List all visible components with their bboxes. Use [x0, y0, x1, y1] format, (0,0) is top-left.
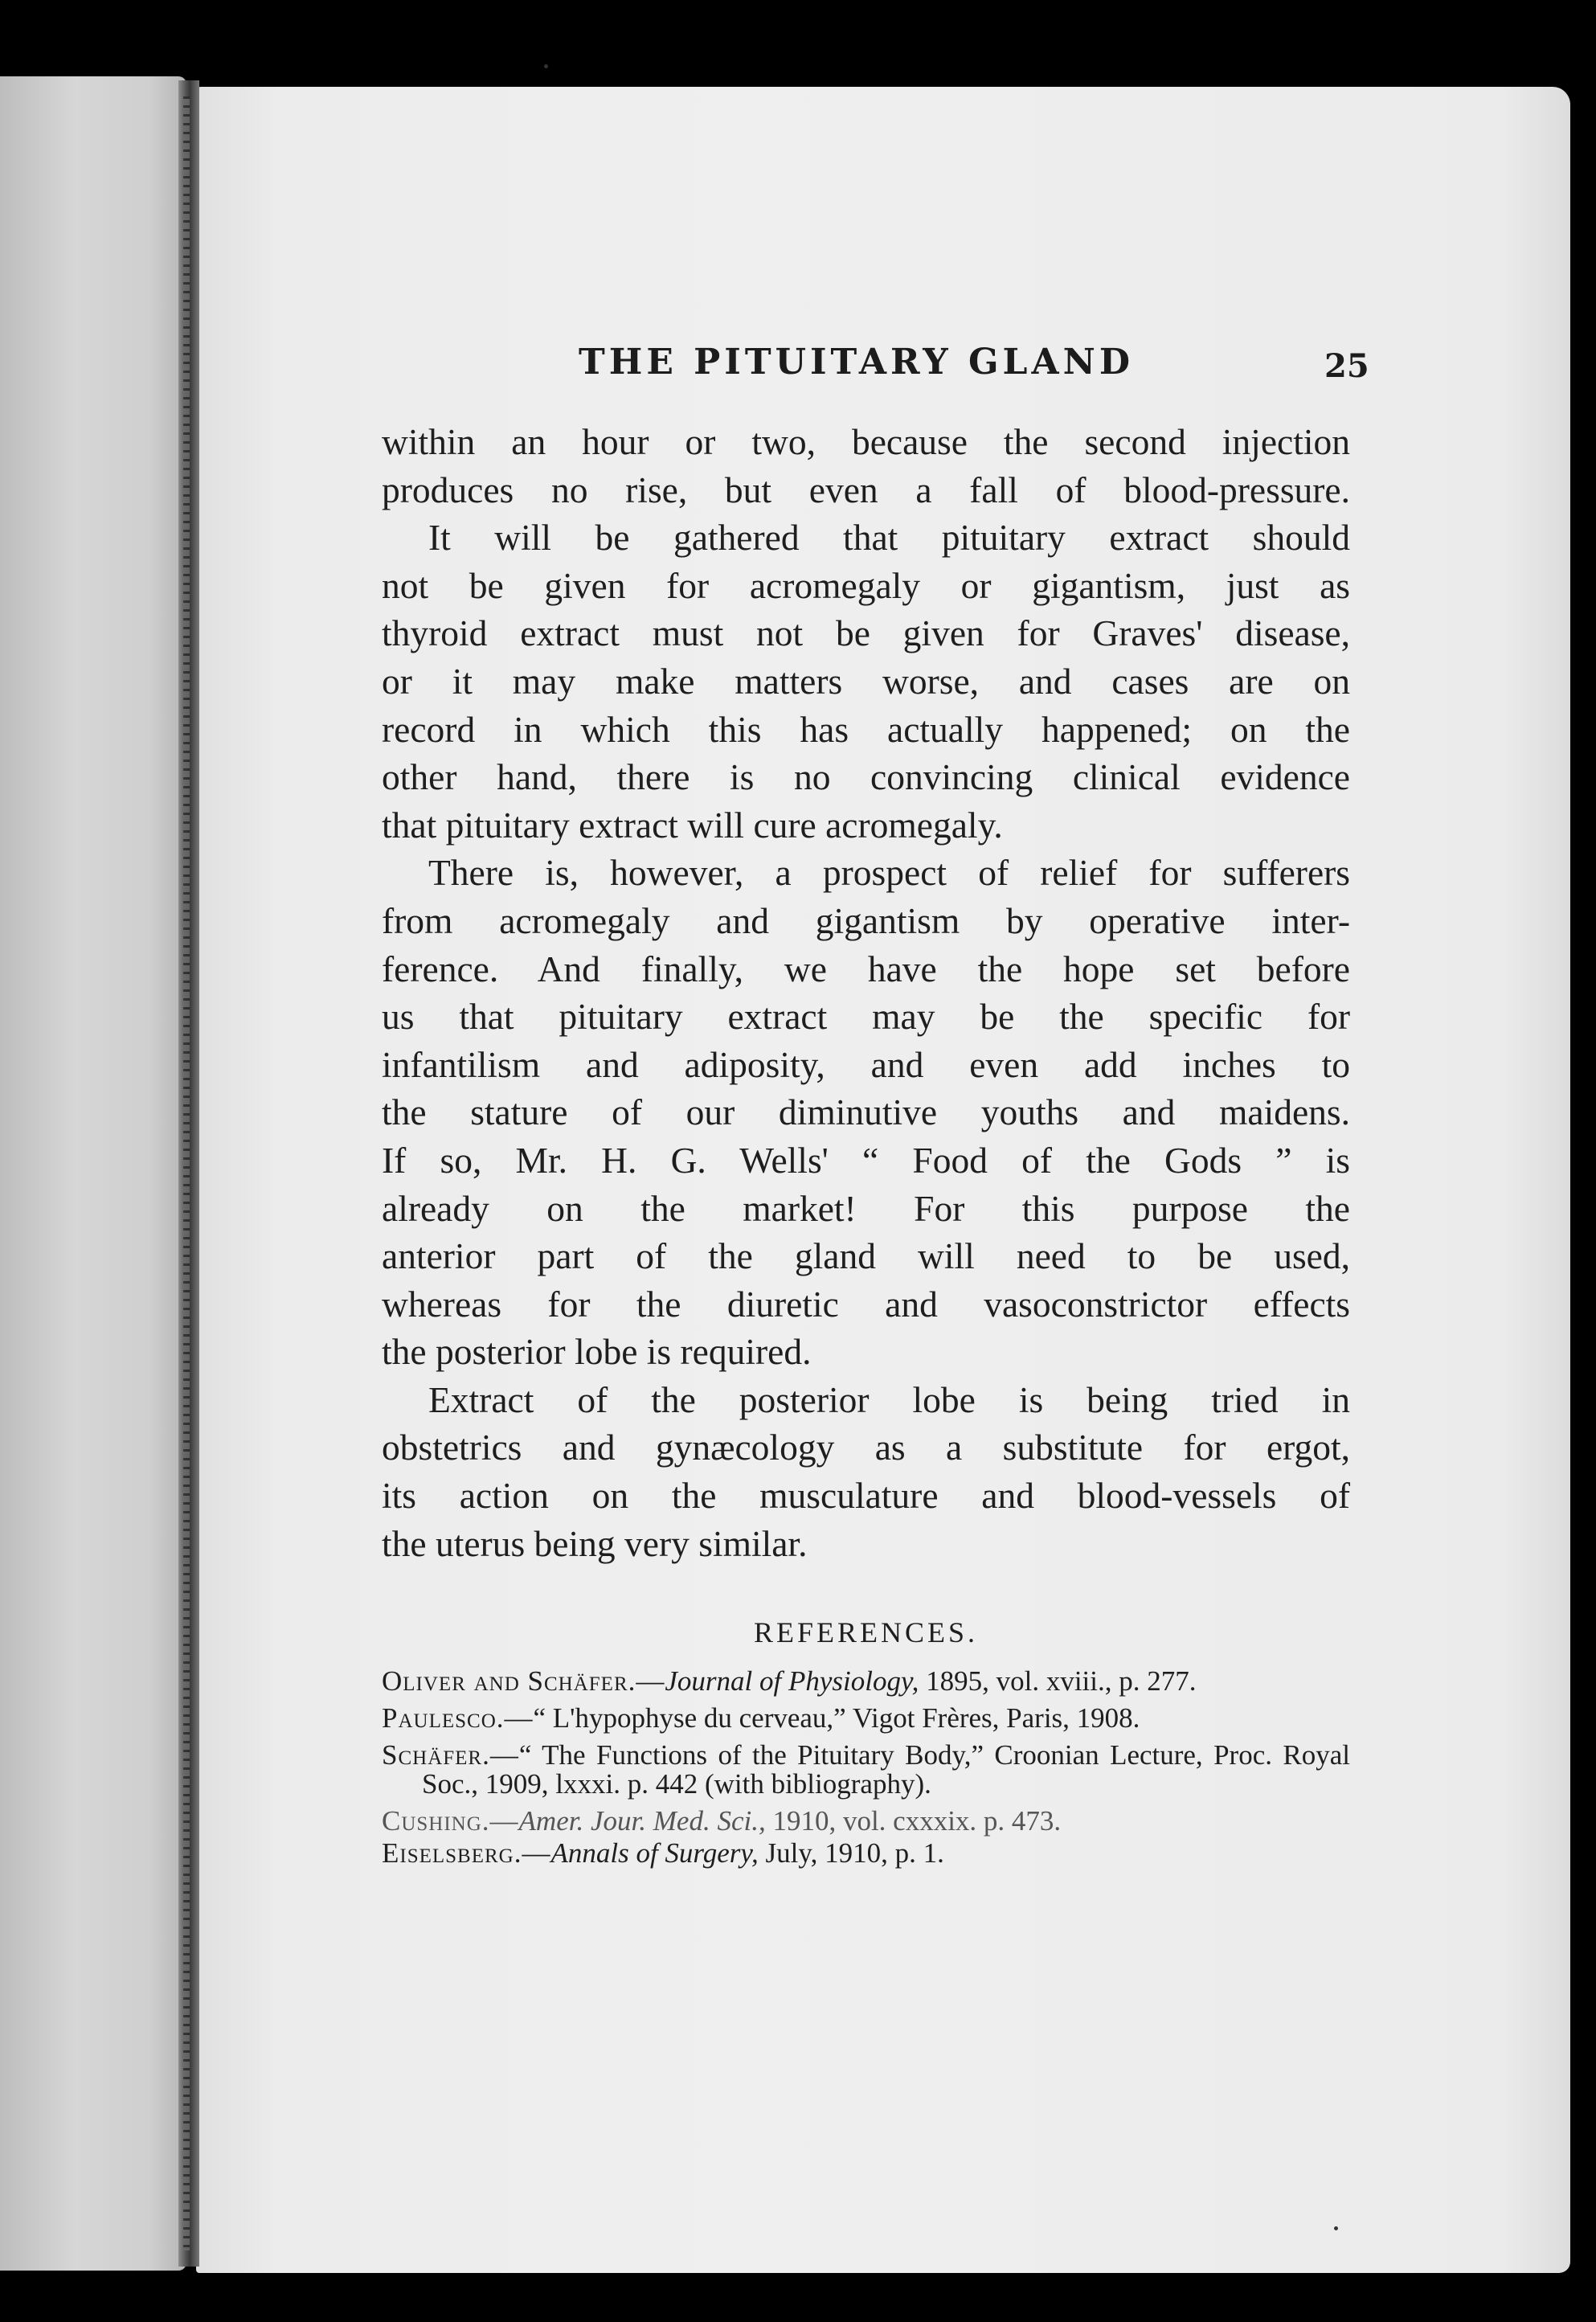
body-line: infantilism and adiposity, and even add inches to	[382, 1043, 1350, 1085]
dust-speck	[1334, 2226, 1338, 2230]
body-line: If so, Mr. H. G. Wells' “ Food of the Gods ” is	[382, 1139, 1350, 1181]
page-number: 25	[1324, 347, 1369, 385]
body-line: It will be gathered that pituitary extract should	[428, 517, 1350, 559]
reference-author: Cushing.—	[382, 1805, 519, 1837]
dust-speck	[544, 64, 548, 68]
reference-author: Oliver and Schäfer.—	[382, 1665, 665, 1697]
reference-author: Paulesco.—	[382, 1702, 534, 1734]
body-line: There is, however, a prospect of relief for sufferers	[428, 852, 1350, 894]
body-line: anterior part of the gland will need to be used,	[382, 1235, 1350, 1277]
reference-author: Schäfer.—	[382, 1739, 519, 1771]
body-line: ference. And finally, we have the hope set before	[382, 948, 1350, 989]
reference-item	[382, 1839, 1350, 1868]
reference-author: Eiselsberg.—	[382, 1837, 551, 1869]
references-list	[382, 1667, 1350, 1876]
body-line: us that pituitary extract may be the specific for	[382, 996, 1350, 1038]
body-line: thyroid extract must not be given for Graves' disease,	[382, 612, 1350, 654]
body-line: already on the market! For this purpose the	[382, 1187, 1350, 1229]
body-line: from acromegaly and gigantism by operative inter-	[382, 899, 1350, 941]
body-line: that pituitary extract will cure acromegaly.	[382, 804, 1003, 846]
body-line: the stature of our diminutive youths and maidens.	[382, 1091, 1350, 1133]
references-heading: REFERENCES.	[753, 1616, 979, 1648]
body-line: or it may make matters worse, and cases are on	[382, 660, 1350, 702]
reference-item	[382, 1741, 1350, 1799]
body-line: other hand, there is no convincing clinical evidence	[382, 756, 1350, 798]
body-line: not be given for acromegaly or gigantism, just as	[382, 564, 1350, 606]
reference-details: July, 1910, p. 1.	[758, 1837, 944, 1869]
reference-item	[382, 1807, 1350, 1836]
body-line: record in which this has actually happened; on the	[382, 708, 1350, 750]
reference-details: “ The Functions of the Pituitary Body,” Croonian Lecture, Proc. Royal Soc., 1909, lxxxi. p. 442 (with bibliography).	[422, 1739, 1350, 1800]
reference-details: 1895, vol. xviii., p. 277.	[919, 1665, 1197, 1697]
body-line: obstetrics and gynæcology as a substitute for ergot,	[382, 1427, 1350, 1468]
body-line: whereas for the diuretic and vasoconstrictor effects	[382, 1283, 1350, 1325]
reference-details: 1910, vol. cxxxix. p. 473.	[765, 1805, 1062, 1837]
body-line: the posterior lobe is required.	[382, 1331, 812, 1373]
gutter-binding-marks	[183, 96, 190, 2250]
body-text	[382, 418, 1350, 1567]
left-page-edge	[0, 76, 186, 2271]
reference-journal: Amer. Jour. Med. Sci.,	[518, 1805, 766, 1837]
body-line: its action on the musculature and blood-vessels of	[382, 1475, 1350, 1517]
running-header: THE PITUITARY GLAND	[579, 342, 1134, 383]
reference-details: “ L'hypophyse du cerveau,” Vigot Frères, Paris, 1908.	[533, 1702, 1140, 1734]
reference-journal: Journal of Physiology,	[665, 1665, 919, 1697]
body-line: within an hour or two, because the second injection	[382, 421, 1350, 462]
body-line: the uterus being very similar.	[382, 1522, 808, 1564]
body-line: produces no rise, but even a fall of blood-pressure.	[382, 469, 1350, 510]
reference-item	[382, 1704, 1350, 1733]
body-line: Extract of the posterior lobe is being tried in	[428, 1378, 1350, 1420]
reference-item	[382, 1667, 1350, 1696]
reference-journal: Annals of Surgery,	[550, 1837, 759, 1869]
